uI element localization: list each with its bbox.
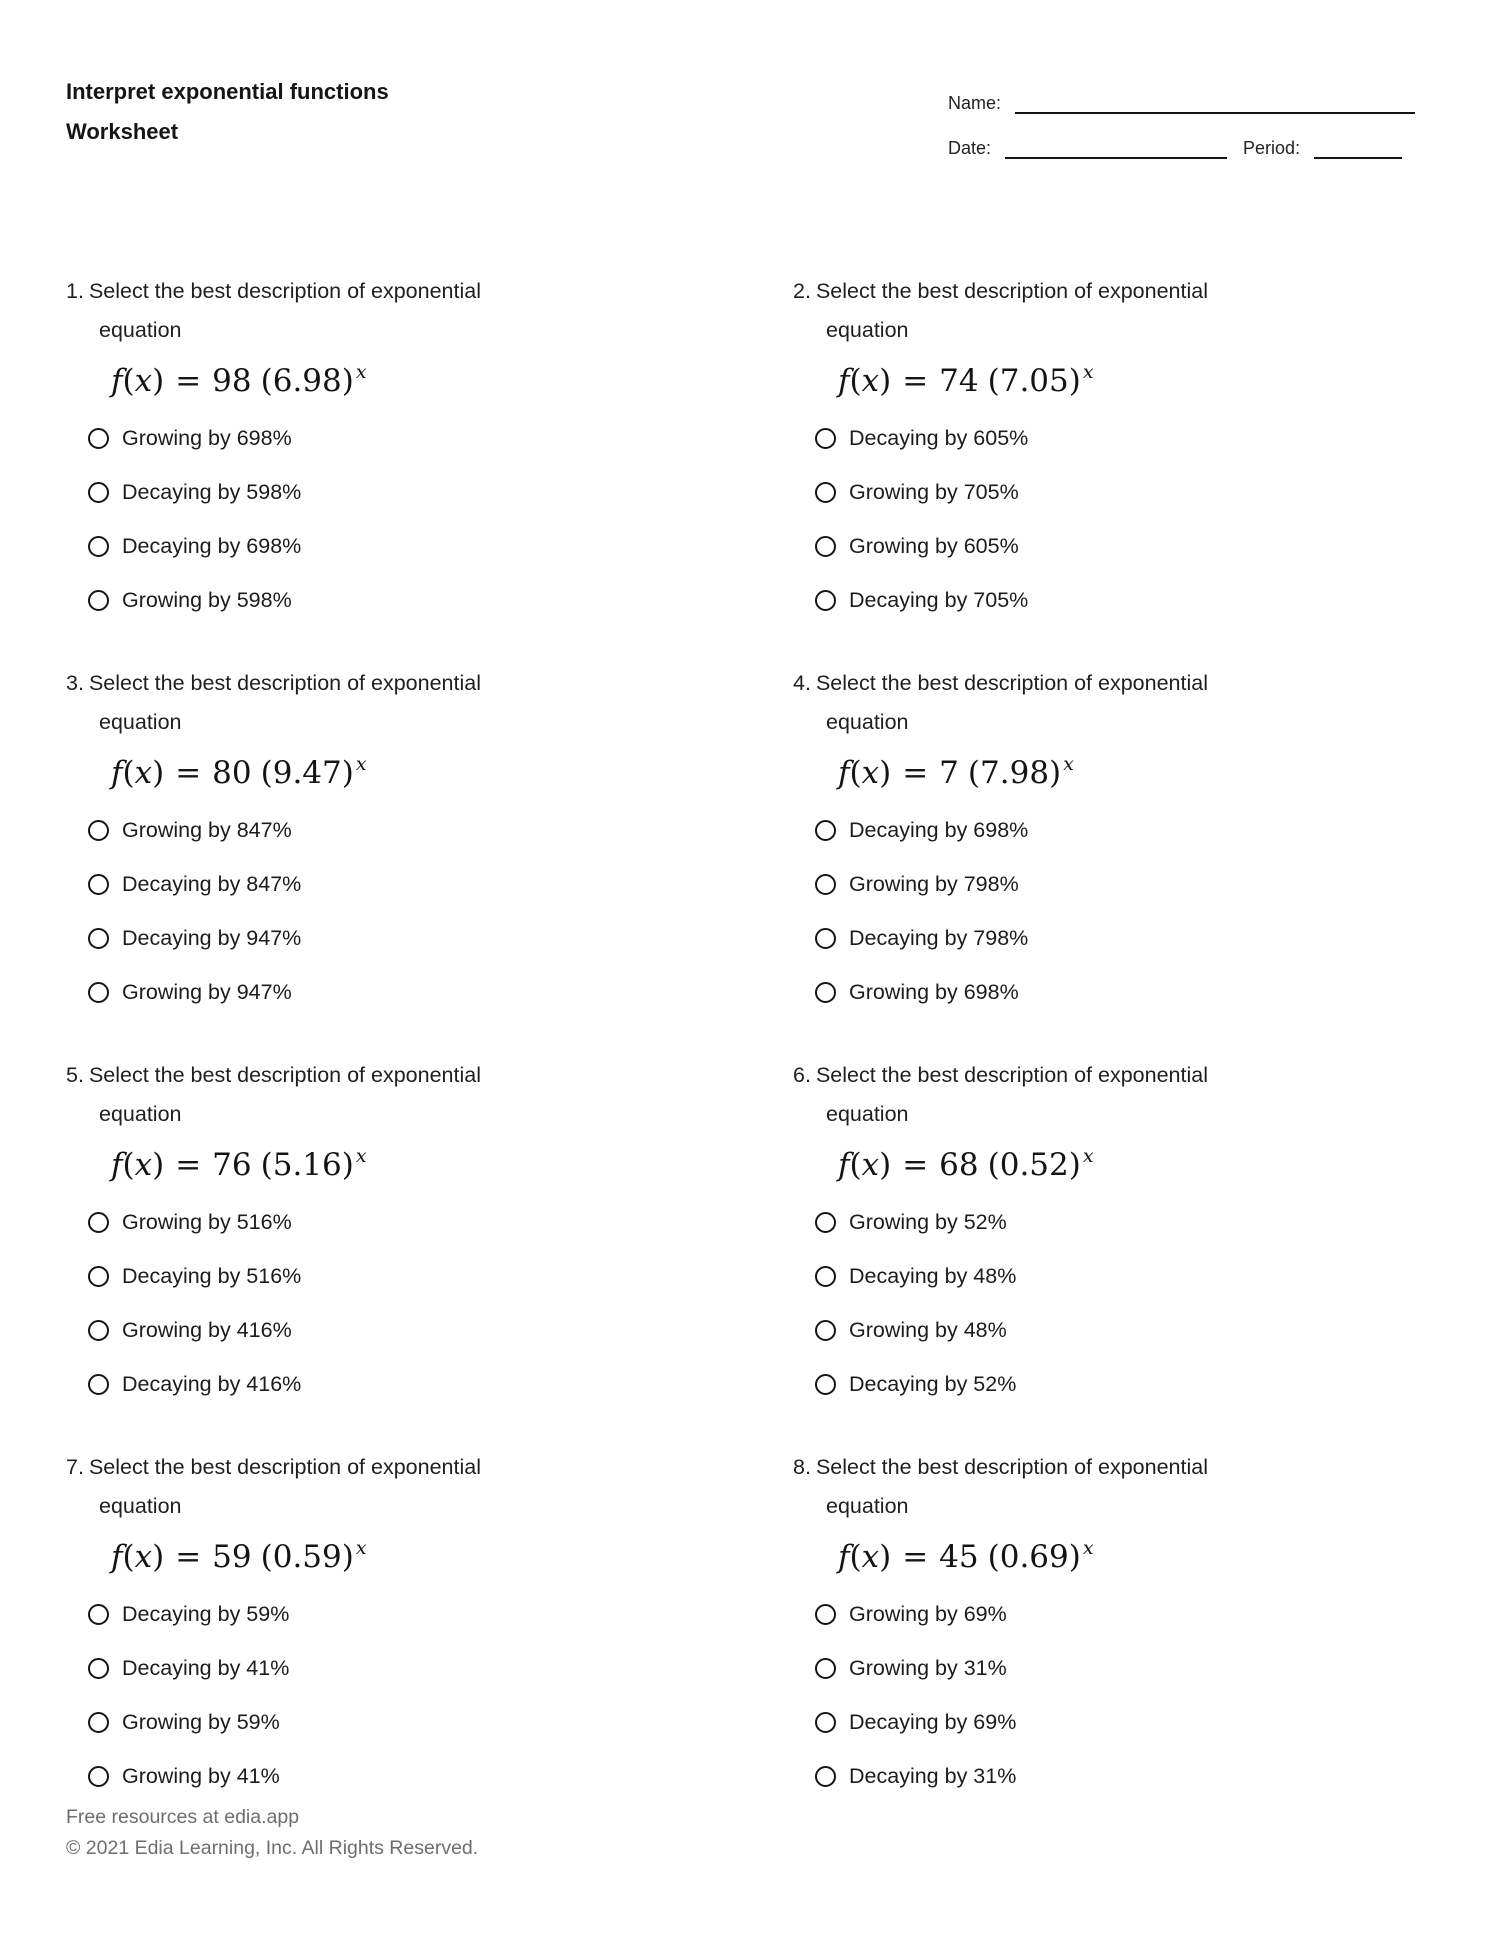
math-rparen: ) (341, 363, 354, 399)
radio-icon[interactable] (815, 482, 836, 503)
math-lparen: ( (260, 755, 273, 791)
question-number: 6. (793, 1063, 811, 1087)
radio-option[interactable] (793, 1249, 1434, 1303)
question-number: 2. (793, 279, 811, 303)
date-blank-line (1005, 141, 1227, 159)
exponent: x (1082, 361, 1094, 383)
option-label: Growing by 48% (849, 1317, 1007, 1342)
radio-icon[interactable] (88, 928, 109, 949)
radio-icon[interactable] (88, 820, 109, 841)
exponent: x (1082, 1537, 1094, 1559)
math-x: x (134, 755, 153, 791)
options-list (66, 411, 793, 627)
radio-icon[interactable] (88, 1320, 109, 1341)
option-label: Decaying by 847% (122, 871, 302, 896)
question-text-line2: equation (826, 318, 909, 342)
question-number: 4. (793, 671, 811, 695)
question-text-line2: equation (99, 318, 182, 342)
question-text-line2: equation (99, 710, 182, 734)
options-list (793, 803, 1434, 1019)
radio-option[interactable] (793, 1303, 1434, 1357)
radio-icon[interactable] (88, 1604, 109, 1625)
math-rparen: ) (879, 1539, 892, 1575)
title-line-2: Worksheet (66, 119, 179, 144)
option-label: Growing by 947% (122, 979, 292, 1004)
question-text-line2: equation (99, 1494, 182, 1518)
radio-icon[interactable] (815, 536, 836, 557)
radio-icon[interactable] (88, 1374, 109, 1395)
option-label: Growing by 516% (122, 1209, 292, 1234)
exponential-equation (838, 751, 1434, 795)
radio-option[interactable] (793, 519, 1434, 573)
question-text: Select the best description of exponential (88, 1063, 481, 1087)
question-text: Select the best description of exponential (88, 1455, 481, 1479)
exponential-equation (838, 359, 1434, 403)
period-label: Period: (1243, 138, 1301, 158)
radio-icon[interactable] (815, 1766, 836, 1787)
math-lparen: ( (122, 1147, 135, 1183)
question-prompt (66, 1062, 793, 1088)
exponential-equation (111, 1535, 793, 1579)
radio-option[interactable] (793, 1357, 1434, 1411)
radio-option[interactable] (66, 1749, 793, 1803)
math-equals: = (902, 755, 929, 791)
math-lparen: ( (849, 1147, 862, 1183)
radio-icon[interactable] (88, 1712, 109, 1733)
radio-icon[interactable] (815, 1604, 836, 1625)
option-label: Growing by 59% (122, 1709, 280, 1734)
radio-option[interactable] (66, 465, 793, 519)
options-list (66, 1587, 793, 1803)
base: 6.98 (272, 363, 342, 399)
question-number: 1. (66, 279, 84, 303)
radio-option[interactable] (793, 1749, 1434, 1803)
option-label: Decaying by 52% (849, 1371, 1017, 1396)
option-label: Growing by 52% (849, 1209, 1007, 1234)
math-rparen: ) (879, 363, 892, 399)
radio-option[interactable] (66, 911, 793, 965)
option-label: Growing by 705% (849, 479, 1019, 504)
footer-resources-text: Free resources at edia.app (66, 1806, 300, 1828)
math-f: f (111, 755, 123, 791)
math-lparen: ( (260, 363, 273, 399)
question-prompt (793, 670, 1434, 696)
option-label: Growing by 416% (122, 1317, 292, 1342)
option-label: Growing by 41% (122, 1763, 280, 1788)
math-rparen: ) (879, 755, 892, 791)
radio-icon[interactable] (88, 1212, 109, 1233)
date-label: Date: (948, 138, 992, 158)
question-block-6 (793, 1062, 1434, 1454)
radio-icon[interactable] (815, 590, 836, 611)
exponential-equation (111, 1143, 793, 1187)
question-text: Select the best description of exponential (88, 279, 481, 303)
radio-option[interactable] (793, 573, 1434, 627)
option-label: Decaying by 41% (122, 1655, 290, 1680)
coefficient: 76 (212, 1147, 252, 1183)
exponential-equation (111, 359, 793, 403)
coefficient: 74 (939, 363, 979, 399)
math-lparen: ( (987, 1147, 1000, 1183)
math-x: x (861, 363, 880, 399)
option-label: Decaying by 59% (122, 1601, 290, 1626)
radio-option[interactable] (793, 465, 1434, 519)
radio-option[interactable] (66, 1695, 793, 1749)
option-label: Decaying by 31% (849, 1763, 1017, 1788)
radio-option[interactable] (66, 1195, 793, 1249)
option-label: Growing by 605% (849, 533, 1019, 558)
option-label: Decaying by 698% (849, 817, 1029, 842)
radio-icon[interactable] (815, 982, 836, 1003)
radio-icon[interactable] (88, 1266, 109, 1287)
math-x: x (861, 1539, 880, 1575)
radio-icon[interactable] (88, 982, 109, 1003)
radio-icon[interactable] (815, 428, 836, 449)
math-f: f (838, 755, 850, 791)
math-rparen: ) (152, 755, 165, 791)
exponent: x (355, 753, 367, 775)
question-number: 8. (793, 1455, 811, 1479)
radio-icon[interactable] (815, 1374, 836, 1395)
math-f: f (838, 363, 850, 399)
exponential-equation (838, 1535, 1434, 1579)
radio-icon[interactable] (88, 1658, 109, 1679)
option-label: Decaying by 48% (849, 1263, 1017, 1288)
question-text: Select the best description of exponential (815, 279, 1208, 303)
radio-option[interactable] (793, 857, 1434, 911)
math-equals: = (902, 1147, 929, 1183)
question-prompt (793, 1062, 1434, 1088)
exponent: x (355, 1537, 367, 1559)
radio-option[interactable] (66, 1641, 793, 1695)
math-rparen: ) (1068, 1147, 1081, 1183)
option-label: Decaying by 598% (122, 479, 302, 504)
math-lparen: ( (987, 363, 1000, 399)
option-label: Growing by 847% (122, 817, 292, 842)
option-label: Decaying by 69% (849, 1709, 1017, 1734)
question-text-line2: equation (826, 1494, 909, 1518)
radio-option[interactable] (66, 1303, 793, 1357)
radio-icon[interactable] (815, 1320, 836, 1341)
page-footer (66, 1802, 478, 1864)
question-block-8 (793, 1454, 1434, 1846)
radio-icon[interactable] (815, 1266, 836, 1287)
question-prompt (793, 278, 1434, 304)
option-label: Growing by 798% (849, 871, 1019, 896)
question-prompt (66, 670, 793, 696)
radio-icon[interactable] (815, 928, 836, 949)
name-label: Name: (948, 93, 1002, 113)
coefficient: 59 (212, 1539, 252, 1575)
math-rparen: ) (152, 1539, 165, 1575)
radio-icon[interactable] (815, 1212, 836, 1233)
options-list (793, 1587, 1434, 1803)
radio-icon[interactable] (815, 820, 836, 841)
radio-option[interactable] (66, 803, 793, 857)
question-text-line2: equation (826, 710, 909, 734)
coefficient: 98 (212, 363, 252, 399)
math-lparen: ( (987, 1539, 1000, 1575)
math-lparen: ( (122, 755, 135, 791)
option-label: Growing by 69% (849, 1601, 1007, 1626)
math-equals: = (175, 1539, 202, 1575)
option-label: Decaying by 698% (122, 533, 302, 558)
options-list (793, 1195, 1434, 1411)
radio-option[interactable] (793, 1641, 1434, 1695)
math-equals: = (902, 363, 929, 399)
radio-option[interactable] (66, 857, 793, 911)
question-text: Select the best description of exponential (88, 671, 481, 695)
base: 0.69 (999, 1539, 1069, 1575)
radio-icon[interactable] (815, 1658, 836, 1679)
name-blank-line (1015, 96, 1415, 114)
question-number: 3. (66, 671, 84, 695)
math-f: f (111, 363, 123, 399)
title-line-1: Interpret exponential functions (66, 79, 389, 104)
option-label: Decaying by 416% (122, 1371, 302, 1396)
questions-grid (66, 278, 1434, 1846)
math-rparen: ) (341, 1147, 354, 1183)
math-equals: = (902, 1539, 929, 1575)
radio-option[interactable] (66, 411, 793, 465)
exponential-equation (838, 1143, 1434, 1187)
math-rparen: ) (341, 1539, 354, 1575)
math-rparen: ) (341, 755, 354, 791)
option-label: Decaying by 798% (849, 925, 1029, 950)
question-number: 7. (66, 1455, 84, 1479)
base: 9.47 (272, 755, 342, 791)
options-list (793, 411, 1434, 627)
math-x: x (134, 1539, 153, 1575)
math-rparen: ) (1068, 1539, 1081, 1575)
question-block-7 (66, 1454, 793, 1846)
radio-icon[interactable] (815, 1712, 836, 1733)
math-lparen: ( (849, 1539, 862, 1575)
period-blank-line (1314, 141, 1402, 159)
math-x: x (861, 755, 880, 791)
radio-icon[interactable] (88, 590, 109, 611)
question-text-line2: equation (826, 1102, 909, 1126)
base: 0.59 (272, 1539, 342, 1575)
option-label: Decaying by 947% (122, 925, 302, 950)
question-prompt (793, 1454, 1434, 1480)
option-label: Growing by 698% (849, 979, 1019, 1004)
question-prompt (66, 1454, 793, 1480)
page-title (66, 72, 389, 152)
radio-option[interactable] (793, 803, 1434, 857)
math-lparen: ( (260, 1539, 273, 1575)
name-field-row (948, 92, 1415, 114)
radio-icon[interactable] (88, 482, 109, 503)
radio-option[interactable] (66, 1249, 793, 1303)
question-text: Select the best description of exponential (815, 671, 1208, 695)
math-f: f (111, 1539, 123, 1575)
question-text-line2: equation (99, 1102, 182, 1126)
radio-icon[interactable] (88, 874, 109, 895)
coefficient: 7 (939, 755, 959, 791)
option-label: Growing by 31% (849, 1655, 1007, 1680)
exponent: x (1063, 753, 1074, 775)
footer-copyright-text: © 2021 Edia Learning, Inc. All Rights Reserved. (66, 1837, 479, 1859)
math-f: f (111, 1147, 123, 1183)
math-x: x (861, 1147, 880, 1183)
math-rparen: ) (879, 1147, 892, 1183)
math-lparen: ( (122, 1539, 135, 1575)
radio-icon[interactable] (815, 874, 836, 895)
option-label: Decaying by 516% (122, 1263, 302, 1288)
math-lparen: ( (122, 363, 135, 399)
math-rparen: ) (1068, 363, 1081, 399)
math-equals: = (175, 755, 202, 791)
radio-option[interactable] (66, 1587, 793, 1641)
math-x: x (134, 1147, 153, 1183)
base: 7.98 (980, 755, 1050, 791)
exponent: x (355, 361, 367, 383)
radio-option[interactable] (793, 965, 1434, 1019)
question-text: Select the best description of exponential (815, 1063, 1208, 1087)
question-block-3 (66, 670, 793, 1062)
radio-option[interactable] (66, 965, 793, 1019)
question-text: Select the best description of exponential (815, 1455, 1208, 1479)
radio-option[interactable] (66, 519, 793, 573)
options-list (66, 803, 793, 1019)
option-label: Growing by 698% (122, 425, 292, 450)
math-x: x (134, 363, 153, 399)
question-block-2 (793, 278, 1434, 670)
option-label: Growing by 598% (122, 587, 292, 612)
math-equals: = (175, 363, 202, 399)
options-list (66, 1195, 793, 1411)
math-lparen: ( (849, 363, 862, 399)
radio-option[interactable] (66, 573, 793, 627)
radio-icon[interactable] (88, 428, 109, 449)
date-period-row (948, 137, 1402, 159)
radio-icon[interactable] (88, 536, 109, 557)
exponential-equation (111, 751, 793, 795)
math-rparen: ) (152, 1147, 165, 1183)
option-label: Decaying by 705% (849, 587, 1029, 612)
question-number: 5. (66, 1063, 84, 1087)
math-equals: = (175, 1147, 202, 1183)
question-block-4 (793, 670, 1434, 1062)
radio-option[interactable] (793, 1195, 1434, 1249)
question-block-5 (66, 1062, 793, 1454)
math-f: f (838, 1539, 850, 1575)
exponent: x (355, 1145, 367, 1167)
math-lparen: ( (849, 755, 862, 791)
radio-option[interactable] (793, 411, 1434, 465)
question-block-1 (66, 278, 793, 670)
radio-option[interactable] (793, 1587, 1434, 1641)
coefficient: 80 (212, 755, 252, 791)
math-rparen: ) (1049, 755, 1062, 791)
radio-icon[interactable] (88, 1766, 109, 1787)
coefficient: 68 (939, 1147, 979, 1183)
coefficient: 45 (939, 1539, 979, 1575)
base: 7.05 (999, 363, 1069, 399)
radio-option[interactable] (793, 911, 1434, 965)
math-lparen: ( (260, 1147, 273, 1183)
base: 0.52 (999, 1147, 1069, 1183)
radio-option[interactable] (66, 1357, 793, 1411)
math-rparen: ) (152, 363, 165, 399)
option-label: Decaying by 605% (849, 425, 1029, 450)
base: 5.16 (272, 1147, 342, 1183)
math-lparen: ( (967, 755, 981, 791)
question-prompt (66, 278, 793, 304)
math-f: f (838, 1147, 850, 1183)
exponent: x (1082, 1145, 1094, 1167)
radio-option[interactable] (793, 1695, 1434, 1749)
